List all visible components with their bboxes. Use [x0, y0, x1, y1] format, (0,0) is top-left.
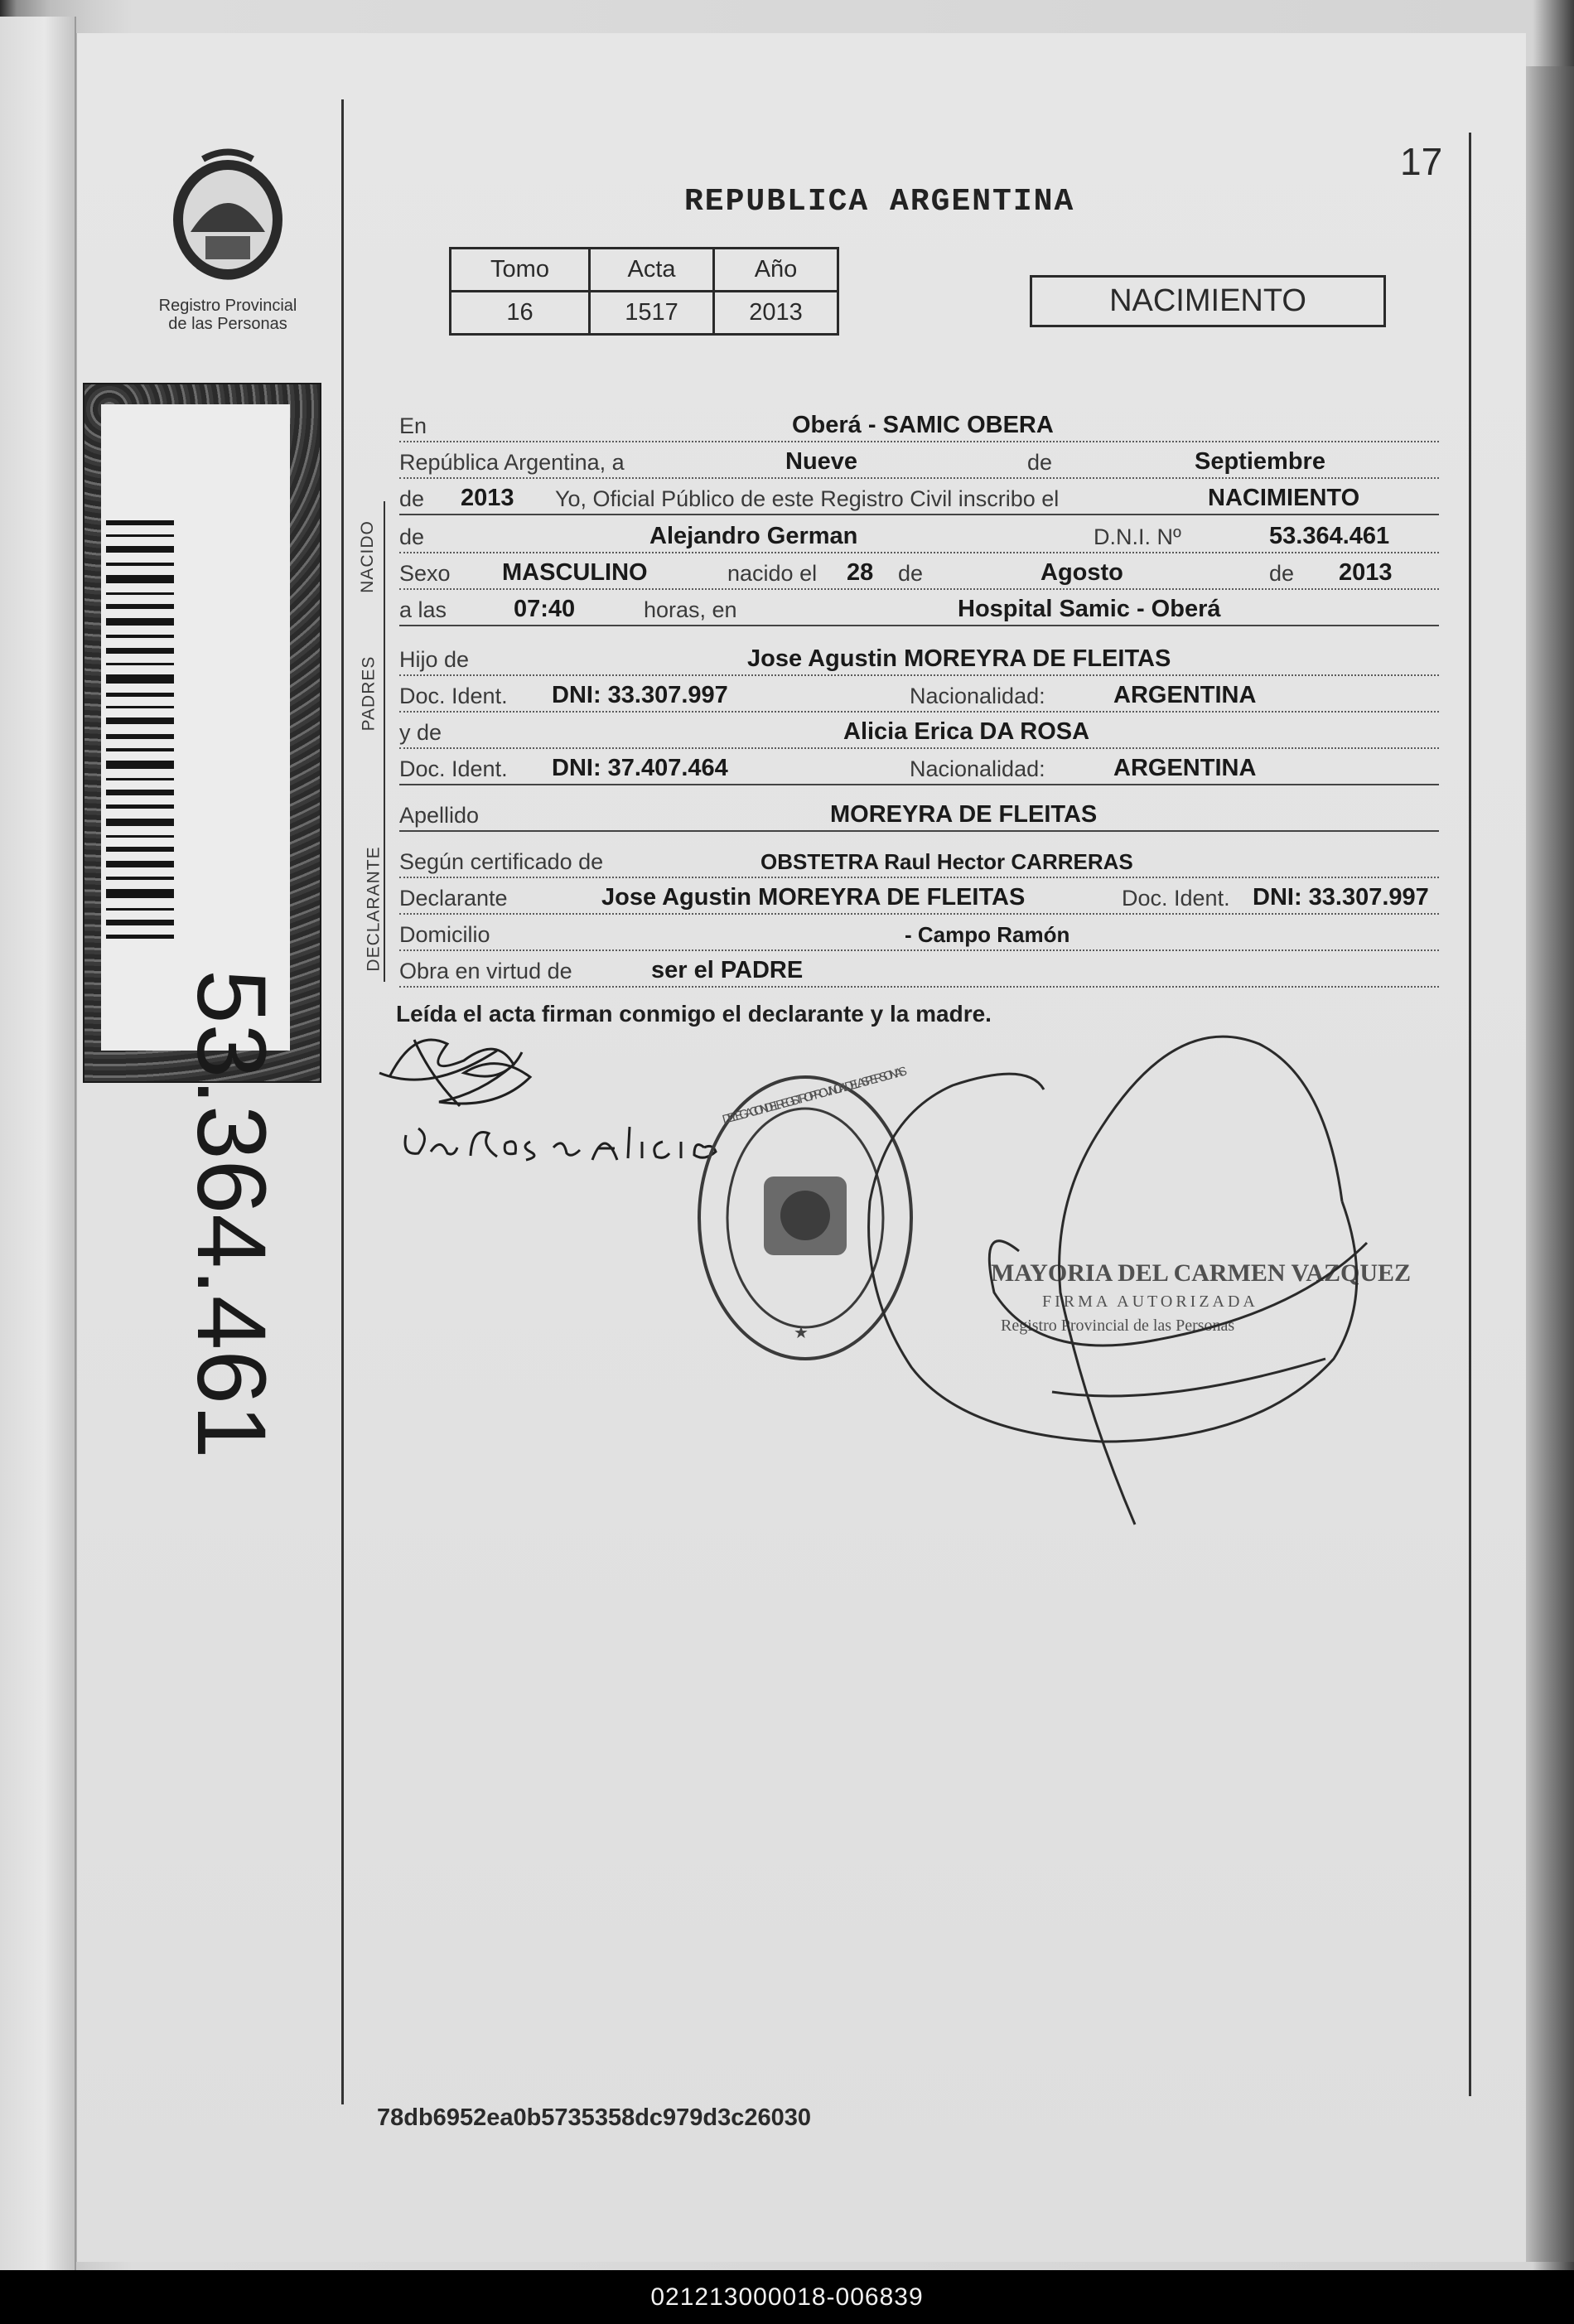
label-republica: República Argentina, a: [399, 450, 625, 475]
ano-value: 2013: [714, 292, 838, 335]
value-dia-nacimiento: 28: [847, 559, 874, 586]
acta-value: 1517: [590, 292, 714, 335]
value-lugar-nacimiento: Hospital Samic - Oberá: [958, 596, 1221, 622]
page-edge: [1526, 66, 1574, 2262]
row-obra: [399, 951, 1439, 988]
label-declarante: Declarante: [399, 886, 508, 911]
label-de-ano-nacimiento: de: [1269, 561, 1295, 586]
value-ano-nacimiento: 2013: [1339, 559, 1393, 586]
barcode-number: 53.364.461: [176, 969, 286, 1459]
official-role: FIRMA AUTORIZADA: [1042, 1292, 1258, 1311]
label-horas-en: horas, en: [644, 597, 737, 622]
label-nacido-el: nacido el: [727, 561, 818, 586]
value-dia: Nueve: [785, 448, 858, 475]
row-republica: [399, 442, 1439, 479]
label-de-ano: de: [399, 486, 425, 511]
barcode: [106, 520, 174, 939]
svg-text:★: ★: [794, 1324, 809, 1342]
document-hash: 78db6952ea0b5735358dc979d3c26030: [377, 2104, 812, 2131]
row-nombre: [399, 517, 1439, 553]
row-domicilio: [399, 915, 1439, 951]
label-hijo-de: Hijo de: [399, 647, 470, 672]
seal-ring-text: DELEGACION DEL REGISTRO PROVINCIAL DE LAS PERSONAS: [721, 1064, 909, 1128]
value-nacionalidad-padre: ARGENTINA: [1113, 682, 1257, 708]
label-apellido: Apellido: [399, 803, 480, 828]
value-apellido: MOREYRA DE FLEITAS: [830, 801, 1098, 828]
value-domicilio: - Campo Ramón: [905, 922, 1070, 947]
row-certificado: [399, 842, 1439, 878]
tomo-value: 16: [451, 292, 590, 335]
document-page: [76, 33, 1526, 2262]
label-doc-padre: Doc. Ident.: [399, 684, 508, 708]
value-certificado: OBSTETRA Raul Hector CARRERAS: [760, 849, 1133, 874]
tomo-acta-table: [449, 247, 839, 336]
label-oficial: Yo, Oficial Público de este Registro Civil inscribo el: [555, 486, 1060, 511]
label-domicilio: Domicilio: [399, 922, 490, 947]
label-nacionalidad-padre: Nacionalidad:: [910, 684, 1045, 708]
row-y-de: [399, 713, 1439, 749]
value-declarante: Jose Agustin MOREYRA DE FLEITAS: [601, 884, 1026, 911]
row-apellido: [399, 795, 1439, 832]
province-emblem: [157, 141, 298, 290]
tomo-header: Tomo: [451, 249, 590, 292]
row-en: [399, 406, 1439, 442]
value-doc-padre: DNI: 33.307.997: [552, 682, 728, 708]
official-name: MAYORIA DEL CARMEN VAZQUEZ: [991, 1259, 1412, 1287]
left-margin-rule: [341, 99, 344, 2104]
act-type-box: [1030, 275, 1386, 327]
label-a-las: a las: [399, 597, 447, 622]
logo-caption: Registro Provincial de las Personas: [158, 297, 297, 333]
label-y-de: y de: [399, 720, 442, 745]
side-label-declarante: DECLARANTE: [364, 846, 384, 972]
label-de-mes: de: [1027, 450, 1053, 475]
label-de-mes-nacimiento: de: [898, 561, 924, 586]
value-madre: Alicia Erica DA ROSA: [843, 718, 1090, 745]
row-sexo: [399, 553, 1439, 590]
label-doc-madre: Doc. Ident.: [399, 756, 508, 781]
authorized-signature-stamp: [991, 1259, 1412, 1336]
document-title: REPUBLICA ARGENTINA: [684, 184, 1075, 220]
row-declarante: [399, 878, 1439, 915]
value-doc-madre: DNI: 37.407.464: [552, 755, 728, 781]
act-type: NACIMIENTO: [1109, 283, 1306, 318]
label-dni: D.N.I. Nº: [1094, 524, 1181, 549]
value-sexo: MASCULINO: [502, 559, 648, 586]
value-mes-nacimiento: Agosto: [1040, 559, 1123, 586]
value-inscribo: NACIMIENTO: [1208, 485, 1360, 511]
footer-id: 021213000018-006839: [650, 2283, 924, 2311]
value-dni: 53.364.461: [1269, 523, 1390, 549]
row-madre-doc: [399, 749, 1439, 785]
value-nacionalidad-madre: ARGENTINA: [1113, 755, 1257, 781]
value-doc-declarante: DNI: 33.307.997: [1253, 884, 1429, 911]
ano-header: Año: [714, 249, 838, 292]
row-oficial: [399, 479, 1439, 515]
value-nombre: Alejandro German: [649, 523, 858, 549]
acta-header: Acta: [590, 249, 714, 292]
label-obra: Obra en virtud de: [399, 959, 572, 983]
book-spine: [0, 17, 76, 2270]
row-hora: [399, 590, 1439, 626]
right-margin-rule: [1469, 133, 1471, 2096]
label-en: En: [399, 413, 427, 438]
side-label-padres: PADRES: [359, 655, 379, 732]
value-obra: ser el PADRE: [651, 957, 804, 983]
value-mes: Septiembre: [1195, 448, 1325, 475]
official-organization: Registro Provincial de las Personas: [1001, 1317, 1235, 1335]
label-segun-certificado: Según certificado de: [399, 849, 604, 874]
value-ano: 2013: [461, 485, 514, 511]
label-doc-declarante: Doc. Ident.: [1122, 886, 1230, 911]
label-nacionalidad-madre: Nacionalidad:: [910, 756, 1045, 781]
row-padre-doc: [399, 676, 1439, 713]
label-de-nombre: de: [399, 524, 425, 549]
row-hijo-de: [399, 640, 1439, 676]
value-lugar: Oberá - SAMIC OBERA: [792, 412, 1054, 438]
value-padre: Jose Agustin MOREYRA DE FLEITAS: [747, 645, 1171, 672]
label-sexo: Sexo: [399, 561, 451, 586]
page-number: 17: [1400, 140, 1443, 183]
footer-bar: [0, 2270, 1574, 2324]
closing-statement: Leída el acta firman conmigo el declarante y la madre.: [396, 1001, 992, 1027]
value-hora: 07:40: [514, 596, 576, 622]
side-label-nacido: NACIDO: [357, 520, 377, 593]
